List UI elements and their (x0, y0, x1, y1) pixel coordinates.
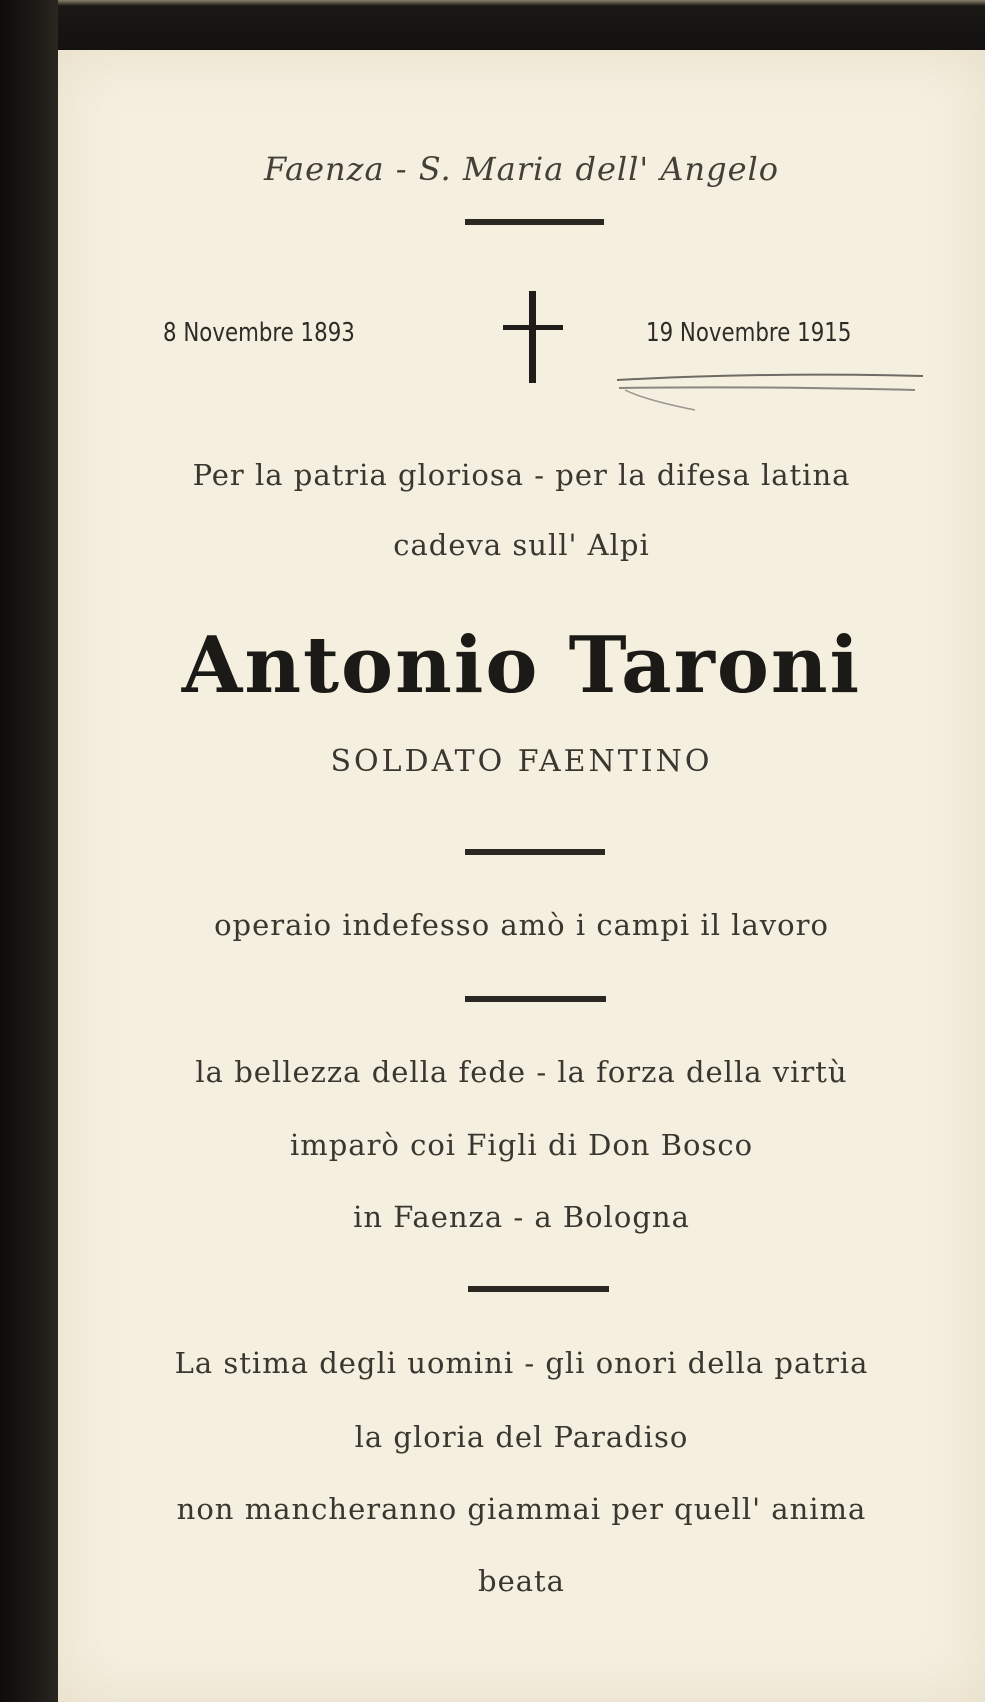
divider-rule (465, 219, 604, 225)
verse-line-2: cadeva sull' Alpi (393, 528, 650, 562)
card-top-edge (0, 0, 985, 50)
card-left-edge (0, 0, 58, 1702)
divider-rule (465, 849, 605, 855)
verse-line-9: non mancheranno giammai per quell' anima (176, 1492, 867, 1526)
deceased-title: SOLDATO FAENTINO (330, 744, 713, 779)
birth-date: 8 Novembre 1893 (163, 318, 355, 348)
verse-line-5: imparò coi Figli di Don Bosco (289, 1128, 754, 1162)
pen-stroke-mark (615, 368, 925, 414)
death-date: 19 Novembre 1915 (646, 318, 852, 348)
verse-line-6: in Faenza - a Bologna (353, 1200, 690, 1234)
verse-line-7: La stima degli uomini - gli onori della patria (174, 1346, 869, 1380)
divider-rule (465, 996, 606, 1002)
verse-line-3: operaio indefesso amò i campi il lavoro (214, 908, 829, 942)
verse-line-10: beata (478, 1564, 565, 1598)
verse-line-8: la gloria del Paradiso (354, 1420, 689, 1454)
cross-icon (503, 291, 563, 383)
verse-line-1: Per la patria gloriosa - per la difesa latina (192, 458, 851, 492)
divider-rule (468, 1286, 609, 1292)
deceased-name: Antonio Taroni (181, 620, 862, 711)
verse-line-4: la bellezza della fede - la forza della virtù (195, 1055, 848, 1089)
header-location: Faenza - S. Maria dell' Angelo (264, 150, 779, 188)
